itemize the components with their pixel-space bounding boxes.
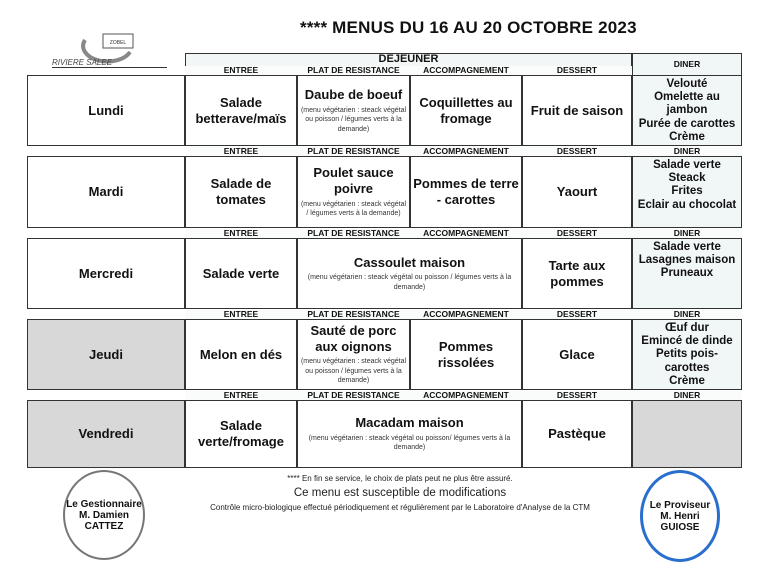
day-label: Vendredi (27, 400, 185, 468)
accompagnement-cell: Pommes rissolées (410, 319, 522, 390)
subheader-accomp: ACCOMPAGNEMENT (410, 147, 522, 156)
subheader-diner: DINER (632, 147, 742, 156)
accompagnement-cell: Coquillettes au fromage (410, 75, 522, 146)
plat-name: Poulet sauce poivre (313, 165, 394, 197)
diner-item: Steack (668, 172, 706, 185)
plat-name: Cassoulet maison (353, 254, 466, 270)
entree-cell: Salade de tomates (185, 156, 297, 228)
diner-item: Salade verte (653, 241, 721, 253)
entree-cell: Salade verte/fromage (185, 400, 297, 468)
diner-item: Velouté (666, 78, 708, 90)
plat-vegetarian-note: (menu végétarien : steack végétal ou poisson/ légumes verts à la demande) (308, 434, 511, 452)
diner-item: Crème (669, 374, 705, 387)
diner-item: Eclair au chocolat (637, 198, 737, 211)
subheader-dessert: DESSERT (522, 310, 632, 319)
stamp-left (63, 470, 145, 560)
diner-item: Lasagnes maison (638, 254, 736, 267)
plat-vegetarian-note: (menu végétarien : steack végétal ou poisson / légumes verts à la demande) (300, 106, 407, 133)
logo-place: RIVIERE SALEE (52, 58, 167, 68)
footer-modifications: Ce menu est susceptible de modifications (293, 487, 507, 499)
footer-note: **** En fin se service, le choix de plats peut ne plus être assuré. (287, 474, 513, 483)
subheader-diner: DINER (632, 229, 742, 238)
subheader-entree: ENTREE (185, 310, 297, 319)
diner-item: Pruneaux (660, 267, 714, 280)
subheader-dessert: DESSERT (522, 391, 632, 400)
entree-cell: Salade verte (185, 238, 297, 309)
day-label: Mercredi (27, 238, 185, 309)
left-role: Le Gestionnaire (66, 498, 142, 510)
diner-item: Frites (671, 185, 703, 198)
subheader-entree: ENTREE (185, 229, 297, 238)
plat-vegetarian-note: (menu végétarien : steack végétal ou poisson / légumes verts à la demande) (300, 358, 407, 385)
footer-control: Contrôle micro-biologique effectué périodiquement et régulièrement par le Laboratoire d'Analyse de la CTM (210, 503, 590, 512)
subheader-plat: PLAT DE RESISTANCE (297, 147, 410, 156)
diner-item: Petits pois-carottes (656, 348, 718, 374)
dessert-cell: Fruit de saison (522, 75, 632, 146)
diner-item: Purée de carottes (638, 117, 736, 130)
accompagnement-cell: Pommes de terre - carottes (410, 156, 522, 228)
subheader-plat: PLAT DE RESISTANCE (297, 391, 410, 400)
subheader-entree: ENTREE (185, 66, 297, 75)
page-title: **** MENUS DU 16 AU 20 OCTOBRE 2023 (300, 18, 637, 37)
subheader-plat: PLAT DE RESISTANCE (297, 229, 410, 238)
plat-cell (297, 238, 522, 309)
left-name: M. Damien CATTEZ (78, 509, 129, 532)
diner-item: Salade verte (653, 159, 721, 171)
diner-cell (632, 156, 742, 228)
diner-item: Emincé de dinde (641, 335, 733, 348)
subheader-accomp: ACCOMPAGNEMENT (410, 310, 522, 319)
entree-cell: Melon en dés (185, 319, 297, 390)
right-name: M. Henri GUIOSE (660, 510, 700, 533)
plat-vegetarian-note: (menu végétarien : steack végétal ou poisson / légumes verts à la demande) (307, 274, 512, 291)
day-label: Lundi (27, 75, 185, 146)
subheader-entree: ENTREE (185, 391, 297, 400)
subheader-plat: PLAT DE RESISTANCE (297, 310, 410, 319)
plat-cell (297, 319, 410, 390)
subheader-dessert: DESSERT (522, 66, 632, 75)
dessert-cell: Glace (522, 319, 632, 390)
diner-cell (632, 238, 742, 309)
dejeuner-header: DEJEUNER (185, 53, 632, 67)
subheader-dessert: DESSERT (522, 229, 632, 238)
entree-cell: Salade betterave/maïs (185, 75, 297, 146)
plat-cell (297, 156, 410, 228)
dessert-cell: Tarte aux pommes (522, 238, 632, 309)
day-label: Mardi (27, 156, 185, 228)
diner-item: Crème (669, 130, 705, 143)
subheader-plat: PLAT DE RESISTANCE (297, 66, 410, 75)
plat-cell (297, 75, 410, 146)
subheader-entree: ENTREE (185, 147, 297, 156)
diner-item: Omelette au jambon (654, 91, 720, 117)
diner-header: DINER (632, 53, 742, 76)
day-label: Jeudi (27, 319, 185, 390)
plat-cell (297, 400, 522, 468)
diner-cell (632, 400, 742, 468)
plat-vegetarian-note: (menu végétarien : steack végétal / légumes verts à la demande) (300, 200, 407, 218)
subheader-diner: DINER (632, 310, 742, 319)
svg-text:ZOBEL: ZOBEL (109, 40, 127, 46)
diner-cell (632, 75, 742, 146)
stamp-right (640, 470, 720, 562)
plat-name: Daube de boeuf (304, 87, 403, 103)
subheader-accomp: ACCOMPAGNEMENT (410, 229, 522, 238)
plat-name: Macadam maison (355, 415, 464, 431)
right-role: Le Proviseur (649, 499, 711, 511)
dessert-cell: Pastèque (522, 400, 632, 468)
subheader-accomp: ACCOMPAGNEMENT (410, 66, 522, 75)
diner-cell (632, 319, 742, 390)
subheader-diner: DINER (632, 391, 742, 400)
subheader-dessert: DESSERT (522, 147, 632, 156)
diner-item: Œuf dur (664, 322, 710, 334)
subheader-accomp: ACCOMPAGNEMENT (410, 391, 522, 400)
plat-name: Sauté de porc aux oignons (310, 323, 397, 354)
dessert-cell: Yaourt (522, 156, 632, 228)
